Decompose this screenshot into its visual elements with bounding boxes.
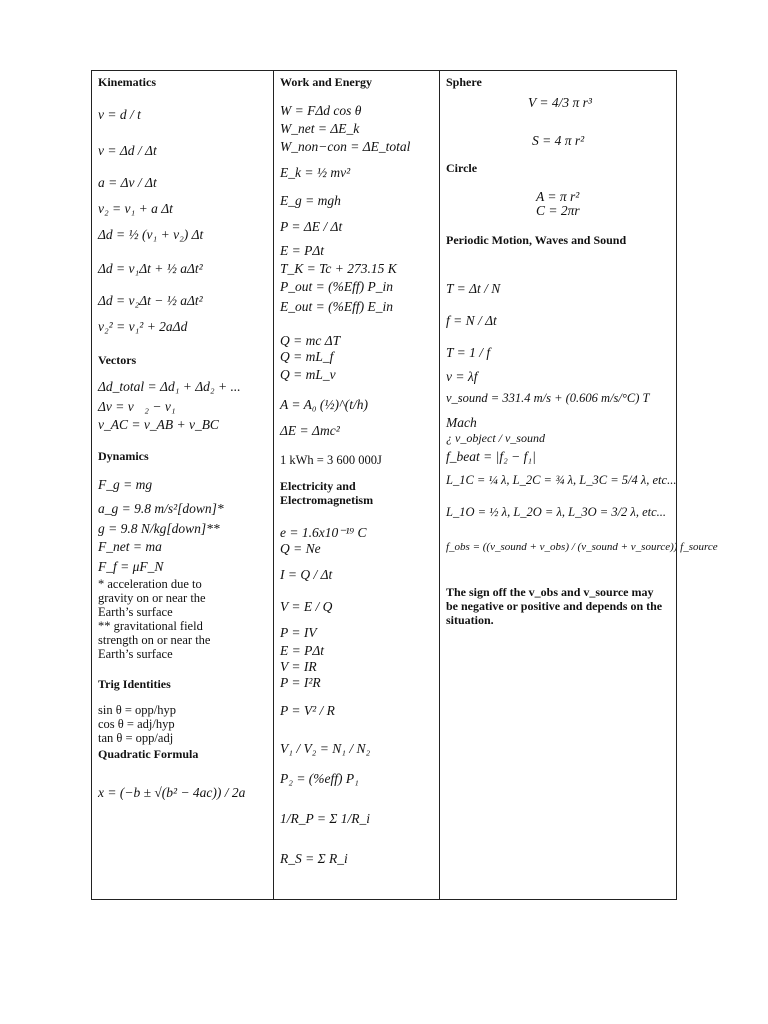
formula: Q = Ne — [280, 541, 321, 556]
formula: Q = mL_v — [280, 367, 336, 382]
formula: F_g = mg — [98, 477, 153, 492]
formula: A = A₀ (½)^(t/h) — [280, 397, 368, 412]
formula: F_f = μF_N — [98, 559, 164, 574]
formula: T = Δt / N — [446, 281, 501, 296]
formula: T_K = Tc + 273.15 K — [280, 261, 397, 276]
formula: Q = mL_f — [280, 349, 334, 364]
note-line: Earth’s surface — [98, 647, 173, 661]
formula: v = λf — [446, 369, 478, 384]
formula: P = ΔE / Δt — [280, 219, 343, 234]
formula: E = PΔt — [280, 243, 325, 258]
kinematics-heading: Kinematics — [98, 75, 156, 89]
formula: P₂ = (%eff) P₁ — [280, 771, 359, 786]
note-line: gravity on or near the — [98, 591, 206, 605]
trig-line: cos θ = adj/hyp — [98, 717, 175, 731]
formula: I = Q / Δt — [280, 567, 333, 582]
formula: Q = mc ΔT — [280, 333, 341, 348]
trig-line: sin θ = opp/hyp — [98, 703, 176, 717]
formula: P = V² / R — [280, 703, 335, 718]
formula: V₁ / V₂ = N₁ / N₂ — [280, 741, 371, 756]
formula: Δv = v⃗₂ − v₁ — [98, 399, 176, 414]
formula: P_out = (%Eff) P_in — [280, 279, 393, 294]
column-geometry-waves — [440, 71, 718, 899]
formula: 1/R_P = Σ 1/R_i — [280, 811, 371, 826]
formula: P = IV — [280, 625, 317, 640]
formula: L_1C = ¼ λ, L_2C = ¾ λ, L_3C = 5/4 λ, etc... — [446, 473, 677, 487]
formula: R_S = Σ R_i — [280, 851, 348, 866]
formula: v_sound = 331.4 m/s + (0.606 m/s/°C) T — [446, 391, 650, 405]
formula: a = Δv / Δt — [98, 175, 157, 190]
formula: f = N / Δt — [446, 313, 497, 328]
formula: Mach — [446, 415, 477, 430]
formula: E = PΔt — [280, 643, 325, 658]
work-energy-heading: Work and Energy — [280, 75, 373, 89]
note-line: * acceleration due to — [98, 577, 202, 591]
formula: L_1O = ½ λ, L_2O = λ, L_3O = 3/2 λ, etc... — [446, 505, 667, 519]
quadratic-formula: x = (−b ± √(b² − 4ac)) / 2a — [98, 785, 246, 800]
electricity-heading: Electricity and Electromagnetism — [280, 479, 374, 507]
kwh-conversion: 1 kWh = 3 600 000J — [280, 453, 382, 467]
waves-heading: Periodic Motion, Waves and Sound — [446, 233, 627, 247]
formula: C = 2πr — [536, 203, 580, 218]
formula: e = 1.6x10⁻¹⁹ C — [280, 525, 367, 540]
column-kinematics — [92, 71, 274, 899]
formula: S = 4 π r² — [532, 133, 585, 148]
formula: f_beat = |f₂ − f₁| — [446, 449, 536, 464]
trig-heading: Trig Identities — [98, 677, 171, 691]
formula: E_out = (%Eff) E_in — [280, 299, 393, 314]
formula: ¿ v_object / v_sound — [446, 431, 545, 445]
formula: g = 9.8 N/kg[down]** — [98, 521, 220, 536]
formula: V = E / Q — [280, 599, 333, 614]
trig-line: tan θ = opp/adj — [98, 731, 174, 745]
sign-note: The sign off the v_obs and v_source may be negative or positive and depends on the situation. — [446, 585, 663, 627]
formula: W = FΔd cos θ — [280, 103, 362, 118]
formula-sheet — [91, 70, 718, 900]
column-work-energy — [274, 71, 440, 899]
dynamics-heading: Dynamics — [98, 449, 149, 463]
formula: Δd_total = Δd₁ + Δd₂ + ... — [98, 379, 241, 394]
formula: Δd = v₁Δt + ½ aΔt² — [98, 261, 203, 276]
formula: F_net = ma — [98, 539, 162, 554]
formula: Δd = ½ (v₁ + v₂) Δt — [98, 227, 204, 242]
formula: v₂ = v₁ + a Δt — [98, 201, 173, 216]
formula: a_g = 9.8 m/s²[down]* — [98, 501, 224, 516]
formula: v = d / t — [98, 107, 141, 122]
note-line: Earth’s surface — [98, 605, 173, 619]
formula: v = Δd / Δt — [98, 143, 157, 158]
formula: W_non−con = ΔE_total — [280, 139, 411, 154]
formula: P = I²R — [280, 675, 321, 690]
formula: ΔE = Δmc² — [280, 423, 340, 438]
vectors-heading: Vectors — [98, 353, 137, 367]
note-line: strength on or near the — [98, 633, 211, 647]
formula: A = π r² — [536, 189, 580, 204]
sphere-heading: Sphere — [446, 75, 482, 89]
formula: Δd = v₂Δt − ½ aΔt² — [98, 293, 203, 308]
formula: V = 4/3 π r³ — [528, 95, 592, 110]
quadratic-heading: Quadratic Formula — [98, 747, 199, 761]
note-line: ** gravitational field — [98, 619, 203, 633]
formula: E_g = mgh — [280, 193, 341, 208]
formula: f_obs = ((v_sound + v_obs) / (v_sound + v_source)) f_source — [446, 541, 718, 553]
formula: v_AC = v_AB + v_BC — [98, 417, 219, 432]
circle-heading: Circle — [446, 161, 478, 175]
formula: E_k = ½ mv² — [280, 165, 351, 180]
formula: V = IR — [280, 659, 317, 674]
formula: v₂² = v₁² + 2aΔd — [98, 319, 188, 334]
formula: T = 1 / f — [446, 345, 491, 360]
formula: W_net = ΔE_k — [280, 121, 360, 136]
